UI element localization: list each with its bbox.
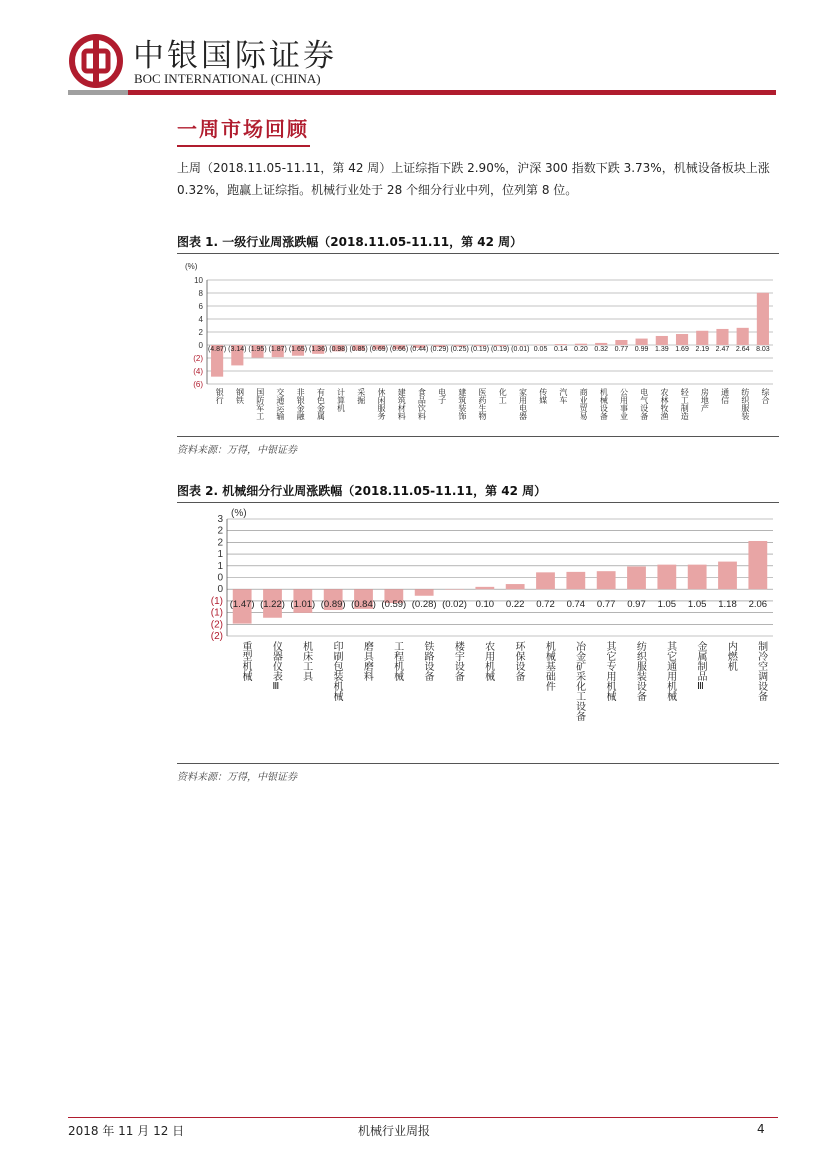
x-tick-label: 纺织服装 xyxy=(740,388,750,420)
data-label: (1.22) xyxy=(260,599,285,610)
data-label: 8.03 xyxy=(756,346,770,353)
y-tick-label: 2 xyxy=(217,525,223,537)
bar xyxy=(555,344,567,345)
x-tick-label: 轻工制造 xyxy=(680,388,690,420)
data-label: (0.89) xyxy=(320,599,346,610)
data-label: (0.19) xyxy=(470,346,490,353)
data-label: 2.19 xyxy=(695,346,710,353)
x-tick-label: 制冷空调设备 xyxy=(755,641,767,701)
data-label: 0.77 xyxy=(614,346,629,353)
section-title: 一周市场回顾 xyxy=(177,117,309,141)
data-label: 0.20 xyxy=(574,346,588,353)
y-tick-label: 0 xyxy=(198,341,203,350)
bar xyxy=(656,336,668,345)
data-label: (0.98) xyxy=(329,346,348,353)
x-tick-label: 通信 xyxy=(720,388,730,404)
footer-date: 2018 年 11 月 12 日 xyxy=(68,1124,185,1138)
data-label: 0.72 xyxy=(536,599,555,610)
header-divider-red xyxy=(128,90,776,95)
bar xyxy=(566,572,585,589)
data-label: 2.47 xyxy=(715,346,730,353)
figure2-bottom-rule xyxy=(177,763,779,764)
x-tick-label: 采掘 xyxy=(356,388,366,404)
data-label: (1.95) xyxy=(248,346,267,353)
x-tick-label: 环保设备 xyxy=(513,641,524,681)
bar xyxy=(475,587,494,589)
x-tick-label: 化工 xyxy=(498,388,508,404)
boc-logo-icon xyxy=(69,34,123,88)
page-number: 4 xyxy=(757,1122,765,1136)
y-tick-label: (2) xyxy=(210,631,223,642)
y-tick-label: 0 xyxy=(217,584,223,596)
figure1-source: 资料来源：万得，中银证券 xyxy=(177,445,297,456)
y-tick-label: 1 xyxy=(217,560,223,572)
data-label: 0.14 xyxy=(553,346,568,353)
y-tick-label: 4 xyxy=(198,315,203,324)
figure2-source: 资料来源：万得，中银证券 xyxy=(177,772,297,783)
footer-report-title: 机械行业周报 xyxy=(358,1124,431,1138)
section-underline xyxy=(177,145,310,147)
y-tick-label: (4) xyxy=(193,367,203,376)
bar xyxy=(627,567,646,590)
bar xyxy=(575,344,587,345)
data-label: 1.39 xyxy=(655,346,669,353)
data-label: (0.28) xyxy=(411,599,437,610)
y-tick-label: 6 xyxy=(198,302,203,311)
data-label: (0.69) xyxy=(369,346,388,353)
bar xyxy=(757,293,769,345)
data-label: 0.77 xyxy=(596,599,616,610)
brand-name-cn: 中银国际证券 xyxy=(133,38,337,74)
header-divider-gray xyxy=(68,90,128,95)
x-tick-label: 食品饮料 xyxy=(417,388,427,420)
figure1-bottom-rule xyxy=(177,436,779,437)
y-tick-label: (1) xyxy=(210,595,223,607)
x-tick-label: 其它专用机械 xyxy=(604,641,615,701)
x-tick-label: 工程机械 xyxy=(391,641,403,681)
x-tick-label: 磨具磨料 xyxy=(361,641,373,681)
x-tick-label: 有色金属 xyxy=(316,388,326,420)
data-label: (0.66) xyxy=(389,346,409,353)
y-tick-label: (2) xyxy=(210,619,223,631)
bar xyxy=(595,343,607,345)
x-tick-label: 计算机 xyxy=(336,388,346,412)
x-tick-label: 汽车 xyxy=(558,388,568,404)
bar xyxy=(615,340,627,345)
data-label: (0.29) xyxy=(430,346,449,353)
data-label: 0.32 xyxy=(594,346,608,353)
figure2-top-rule xyxy=(177,502,779,503)
market-review-paragraph: 上周（2018.11.05-11.11，第 42 周）上证综指下跌 2.90%，沪深 300 指数下跌 3.73%，机械设备板块上涨 0.32%，跑赢上证综指。机械行业处于 28 个细分行业中列，位列第 8 位。 xyxy=(177,161,770,197)
bar xyxy=(445,589,464,590)
bar xyxy=(597,571,616,589)
data-label: (0.25) xyxy=(450,346,469,353)
x-tick-label: 交通运输 xyxy=(275,388,285,420)
x-tick-label: 纺织服装设备 xyxy=(634,641,646,701)
bar xyxy=(415,589,434,596)
data-label: 0.22 xyxy=(505,599,525,610)
x-tick-label: 机械基础件 xyxy=(543,641,555,691)
bar xyxy=(657,565,676,590)
data-label: 0.74 xyxy=(566,599,586,610)
x-tick-label: 机床工具 xyxy=(300,641,312,681)
bar xyxy=(506,584,525,589)
y-tick-label: (6) xyxy=(193,380,203,389)
data-label: (4.87) xyxy=(207,346,227,353)
x-tick-label: 建筑装饰 xyxy=(457,388,467,420)
figure1-top-rule xyxy=(177,253,779,254)
x-tick-label: 铁路设备 xyxy=(422,641,433,681)
data-label: (1.47) xyxy=(229,599,255,610)
bar xyxy=(748,541,767,589)
x-tick-label: 金属制品Ⅲ xyxy=(695,641,706,692)
data-label: 0.99 xyxy=(634,346,649,353)
y-tick-label: 1 xyxy=(217,549,223,561)
x-tick-label: 房地产 xyxy=(700,388,710,412)
data-label: 0.97 xyxy=(627,599,646,610)
figure2-chart xyxy=(177,505,779,761)
data-label: (0.84) xyxy=(351,599,376,610)
data-label: (0.44) xyxy=(410,346,429,353)
y-tick-label: 2 xyxy=(217,537,223,549)
data-label: 1.69 xyxy=(675,346,689,353)
x-tick-label: 农林牧渔 xyxy=(659,388,669,420)
x-tick-label: 重型机械 xyxy=(240,641,251,681)
bar xyxy=(536,572,555,589)
x-tick-label: 国防军工 xyxy=(255,388,265,420)
data-label: (0.01) xyxy=(511,346,530,353)
footer-rule xyxy=(68,1117,778,1118)
x-tick-label: 商业贸易 xyxy=(579,388,589,420)
bar xyxy=(676,334,688,345)
data-label: 1.05 xyxy=(657,599,677,610)
y-tick-label: 10 xyxy=(194,276,203,285)
figure1-chart xyxy=(177,256,779,436)
x-tick-label: 休闲服务 xyxy=(376,388,386,420)
x-tick-label: 机械设备 xyxy=(599,388,609,420)
y-tick-label: 2 xyxy=(198,328,203,337)
x-tick-label: 冶金矿采化工设备 xyxy=(573,641,585,721)
data-label: (0.19) xyxy=(490,346,510,353)
x-tick-label: 综合 xyxy=(761,388,771,404)
data-label: (1.87) xyxy=(268,346,287,353)
x-tick-label: 内燃机 xyxy=(725,641,737,671)
bar xyxy=(718,562,737,590)
figure1-title: 图表 1. 一级行业周涨跌幅（2018.11.05-11.11，第 42 周） xyxy=(177,235,523,249)
y-tick-label: 3 xyxy=(217,514,223,525)
y-tick-label: 8 xyxy=(198,289,203,298)
data-label: 1.18 xyxy=(718,599,737,610)
data-label: (0.59) xyxy=(381,599,407,610)
bar xyxy=(636,339,648,345)
x-tick-label: 仪器仪表Ⅲ xyxy=(270,641,282,692)
bar xyxy=(688,565,707,590)
bar xyxy=(696,331,708,345)
data-label: 0.10 xyxy=(475,599,495,610)
data-label: (0.85) xyxy=(349,346,368,353)
y-tick-label: (1) xyxy=(210,607,223,619)
x-tick-label: 公用事业 xyxy=(619,388,629,420)
x-tick-label: 印刷包装机械 xyxy=(331,641,342,701)
y-axis-unit: (%) xyxy=(185,262,198,271)
data-label: 1.05 xyxy=(687,599,707,610)
bar xyxy=(716,329,728,345)
x-tick-label: 楼宇设备 xyxy=(452,641,464,681)
data-label: (0.02) xyxy=(442,599,467,610)
data-label: 2.64 xyxy=(735,346,750,353)
x-tick-label: 建筑材料 xyxy=(397,388,407,420)
y-tick-label: 0 xyxy=(217,572,223,584)
x-tick-label: 传媒 xyxy=(538,388,548,404)
figure2-title: 图表 2. 机械细分行业周涨跌幅（2018.11.05-11.11，第 42 周） xyxy=(177,484,547,498)
data-label: 0.05 xyxy=(533,346,548,353)
data-label: (3.14) xyxy=(228,346,247,353)
y-axis-unit: (%) xyxy=(231,508,247,519)
x-tick-label: 电气设备 xyxy=(639,388,649,420)
data-label: (1.01) xyxy=(290,599,316,610)
brand-name-en: BOC INTERNATIONAL (CHINA) xyxy=(134,71,321,86)
x-tick-label: 钢铁 xyxy=(235,388,245,404)
x-tick-label: 家用电器 xyxy=(518,388,528,420)
data-label: (1.65) xyxy=(288,346,308,353)
y-tick-label: (2) xyxy=(193,354,203,363)
x-tick-label: 电子 xyxy=(437,388,447,404)
bar xyxy=(737,328,749,345)
x-tick-label: 其它通用机械 xyxy=(664,641,676,701)
x-tick-label: 银行 xyxy=(215,388,225,404)
data-label: 2.06 xyxy=(748,599,768,610)
x-tick-label: 医药生物 xyxy=(478,388,488,420)
data-label: (1.36) xyxy=(309,346,328,353)
x-tick-label: 农用机械 xyxy=(482,641,494,681)
x-tick-label: 非银金融 xyxy=(296,388,306,420)
